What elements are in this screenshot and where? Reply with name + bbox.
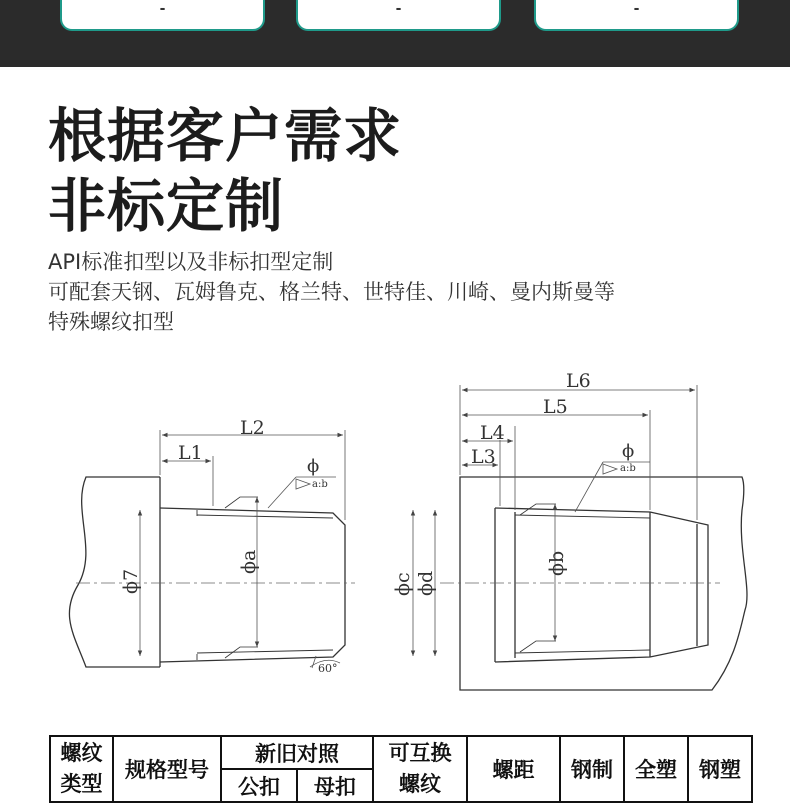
label-phid: ϕd <box>415 570 437 596</box>
header-interchangeable-line1: 可互换 <box>388 741 452 765</box>
label-ratio-left: a:b <box>312 479 328 490</box>
label-l6: L6 <box>566 370 591 392</box>
label-ratio-right: a:b <box>620 463 636 474</box>
label-l4: L4 <box>480 422 505 444</box>
label-l1: L1 <box>178 442 203 464</box>
label-angle: 60° <box>318 662 338 675</box>
hero-title-line1: 根据客户需求 <box>48 102 403 170</box>
top-banner <box>0 0 790 67</box>
right-labels <box>392 370 636 596</box>
description-line2: 可配套天钢、瓦姆鲁克、格兰特、世特佳、川崎、曼内斯曼等 <box>48 280 615 304</box>
top-card-2[interactable] <box>296 0 501 31</box>
label-l3: L3 <box>471 446 496 468</box>
header-pitch: 螺距 <box>467 736 560 802</box>
label-phib: ϕb <box>546 550 568 576</box>
header-plastic: 全塑 <box>624 736 688 802</box>
label-phi-right: ϕ <box>622 441 635 462</box>
label-phic: ϕc <box>392 572 414 596</box>
header-female: 母扣 <box>297 769 373 802</box>
left-male-part <box>69 477 345 667</box>
card-label: - <box>395 1 402 17</box>
header-interchangeable-line2: 螺纹 <box>399 772 441 796</box>
label-l5: L5 <box>543 396 568 418</box>
right-dimensions <box>413 385 697 656</box>
description-line1: API标准扣型以及非标扣型定制 <box>48 250 334 274</box>
label-phi-left: ϕ <box>307 456 320 477</box>
label-l2: L2 <box>240 417 265 439</box>
label-phia: ϕa <box>238 549 260 574</box>
right-female-part <box>460 477 747 690</box>
thread-technical-drawing <box>0 360 790 700</box>
spec-table <box>49 735 753 803</box>
description-line3: 特殊螺纹扣型 <box>48 310 174 334</box>
card-label: - <box>633 1 640 17</box>
top-card-3[interactable] <box>534 0 739 31</box>
hero-title-line2: 非标定制 <box>48 172 285 240</box>
header-thread-type <box>50 736 113 802</box>
header-old-new: 新旧对照 <box>221 736 373 769</box>
header-interchangeable <box>373 736 467 802</box>
card-label: - <box>159 1 166 17</box>
header-steel-plastic: 钢塑 <box>688 736 752 802</box>
header-thread-type-line1: 螺纹 <box>60 741 103 765</box>
label-phi7: ϕ7 <box>120 568 142 594</box>
header-male: 公扣 <box>221 769 297 802</box>
header-steel: 钢制 <box>560 736 624 802</box>
header-thread-type-line2: 类型 <box>60 772 103 796</box>
left-labels <box>120 417 338 675</box>
top-card-1[interactable] <box>60 0 265 31</box>
header-spec-model: 规格型号 <box>113 736 221 802</box>
